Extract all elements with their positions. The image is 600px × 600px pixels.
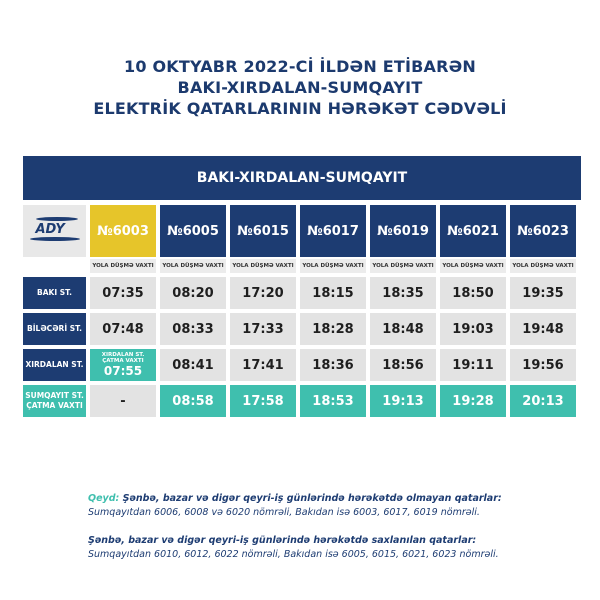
note-label: Qeyd: <box>88 493 120 504</box>
ady-logo-icon <box>30 217 80 245</box>
xirdalan-arrival-cell <box>90 349 156 381</box>
time-cell: 18:15 <box>300 277 366 309</box>
train-6017-header: №6017 <box>300 205 366 257</box>
page-title <box>0 56 600 119</box>
time-cell: 17:41 <box>230 349 296 381</box>
schedule-table <box>23 205 581 421</box>
title-line-3: ELEKTRİK QATARLARININ HƏRƏKƏT CƏDVƏLİ <box>93 99 507 118</box>
note-heading-1-text: Şənbə, bazar və digər qeyri-iş günlərində hərəkətdə olmayan qatarlar: <box>122 493 502 504</box>
time-cell: 17:58 <box>230 385 296 417</box>
train-6023-header: №6023 <box>510 205 576 257</box>
train-6003-header: №6003 <box>90 205 156 257</box>
arrival-note-line-2: ÇATMA VAXTI <box>102 358 144 364</box>
table-row <box>23 349 581 381</box>
note-text-1: Sumqayıtdan 6006, 6008 və 6020 nömrəli, Bakıdan isə 6003, 6017, 6019 nömrəli. <box>88 507 480 518</box>
time-cell: 18:36 <box>300 349 366 381</box>
station-sumqayit-label <box>23 385 86 417</box>
logo-text: ADY <box>35 222 65 237</box>
note-text-2: Sumqayıtdan 6010, 6012, 6022 nömrəli, Bakıdan isə 6005, 6015, 6021, 6023 nömrəli. <box>88 549 499 560</box>
time-cell: 18:50 <box>440 277 506 309</box>
time-cell: 17:20 <box>230 277 296 309</box>
table-row <box>23 277 581 309</box>
station-baki-label: BAKI ST. <box>23 277 86 309</box>
table-row <box>23 313 581 345</box>
ady-logo <box>23 205 86 257</box>
time-cell: 17:33 <box>230 313 296 345</box>
time-cell: 19:56 <box>510 349 576 381</box>
departure-time-label: YOLA DÜŞMƏ VAXTI <box>230 259 296 273</box>
departure-time-label: YOLA DÜŞMƏ VAXTI <box>300 259 366 273</box>
train-6015-header: №6015 <box>230 205 296 257</box>
time-cell: 08:58 <box>160 385 226 417</box>
time-cell: 19:28 <box>440 385 506 417</box>
arrival-time: 07:55 <box>103 364 143 378</box>
table-row <box>23 385 581 417</box>
time-cell: 08:20 <box>160 277 226 309</box>
train-6021-header: №6021 <box>440 205 506 257</box>
title-line-2: BAKI-XIRDALAN-SUMQAYIT <box>177 78 423 97</box>
header-row <box>23 205 581 257</box>
time-cell: 08:33 <box>160 313 226 345</box>
time-cell: 20:13 <box>510 385 576 417</box>
note-heading-2: Şənbə, bazar və digər qeyri-iş günlərində hərəkətdə saxlanılan qatarlar: <box>88 535 477 546</box>
note-heading-1 <box>88 492 588 506</box>
sumqayit-label-line-2: ÇATMA VAXTI <box>26 401 83 410</box>
notes-section <box>88 492 588 562</box>
time-cell: 18:56 <box>370 349 436 381</box>
station-xirdalan-label: XIRDALAN ST. <box>23 349 86 381</box>
time-cell: 19:03 <box>440 313 506 345</box>
departure-time-label: YOLA DÜŞMƏ VAXTI <box>160 259 226 273</box>
time-cell: 18:48 <box>370 313 436 345</box>
time-cell: 18:35 <box>370 277 436 309</box>
time-cell: 07:35 <box>90 277 156 309</box>
time-cell: - <box>90 385 156 417</box>
departure-time-label: YOLA DÜŞMƏ VAXTI <box>90 259 156 273</box>
time-cell: 07:48 <box>90 313 156 345</box>
time-cell: 19:11 <box>440 349 506 381</box>
time-cell: 19:48 <box>510 313 576 345</box>
time-cell: 18:28 <box>300 313 366 345</box>
arrival-note-line-1: XIRDALAN ST. <box>101 352 145 358</box>
departure-time-label: YOLA DÜŞMƏ VAXTI <box>440 259 506 273</box>
departure-time-label: YOLA DÜŞMƏ VAXTI <box>370 259 436 273</box>
train-6005-header: №6005 <box>160 205 226 257</box>
time-cell: 19:35 <box>510 277 576 309</box>
departure-time-label: YOLA DÜŞMƏ VAXTI <box>510 259 576 273</box>
subheader-row <box>23 259 581 273</box>
time-cell: 18:53 <box>300 385 366 417</box>
train-6019-header: №6019 <box>370 205 436 257</box>
sumqayit-label-line-1: SUMQAYIT ST. <box>25 391 84 400</box>
time-cell: 19:13 <box>370 385 436 417</box>
title-line-1: 10 OKTYABR 2022-Cİ İLDƏN ETİBARƏN <box>124 57 476 76</box>
route-banner: BAKI-XIRDALAN-SUMQAYIT <box>23 156 581 200</box>
station-bilaceri-label: BİLƏCƏRİ ST. <box>23 313 86 345</box>
time-cell: 08:41 <box>160 349 226 381</box>
